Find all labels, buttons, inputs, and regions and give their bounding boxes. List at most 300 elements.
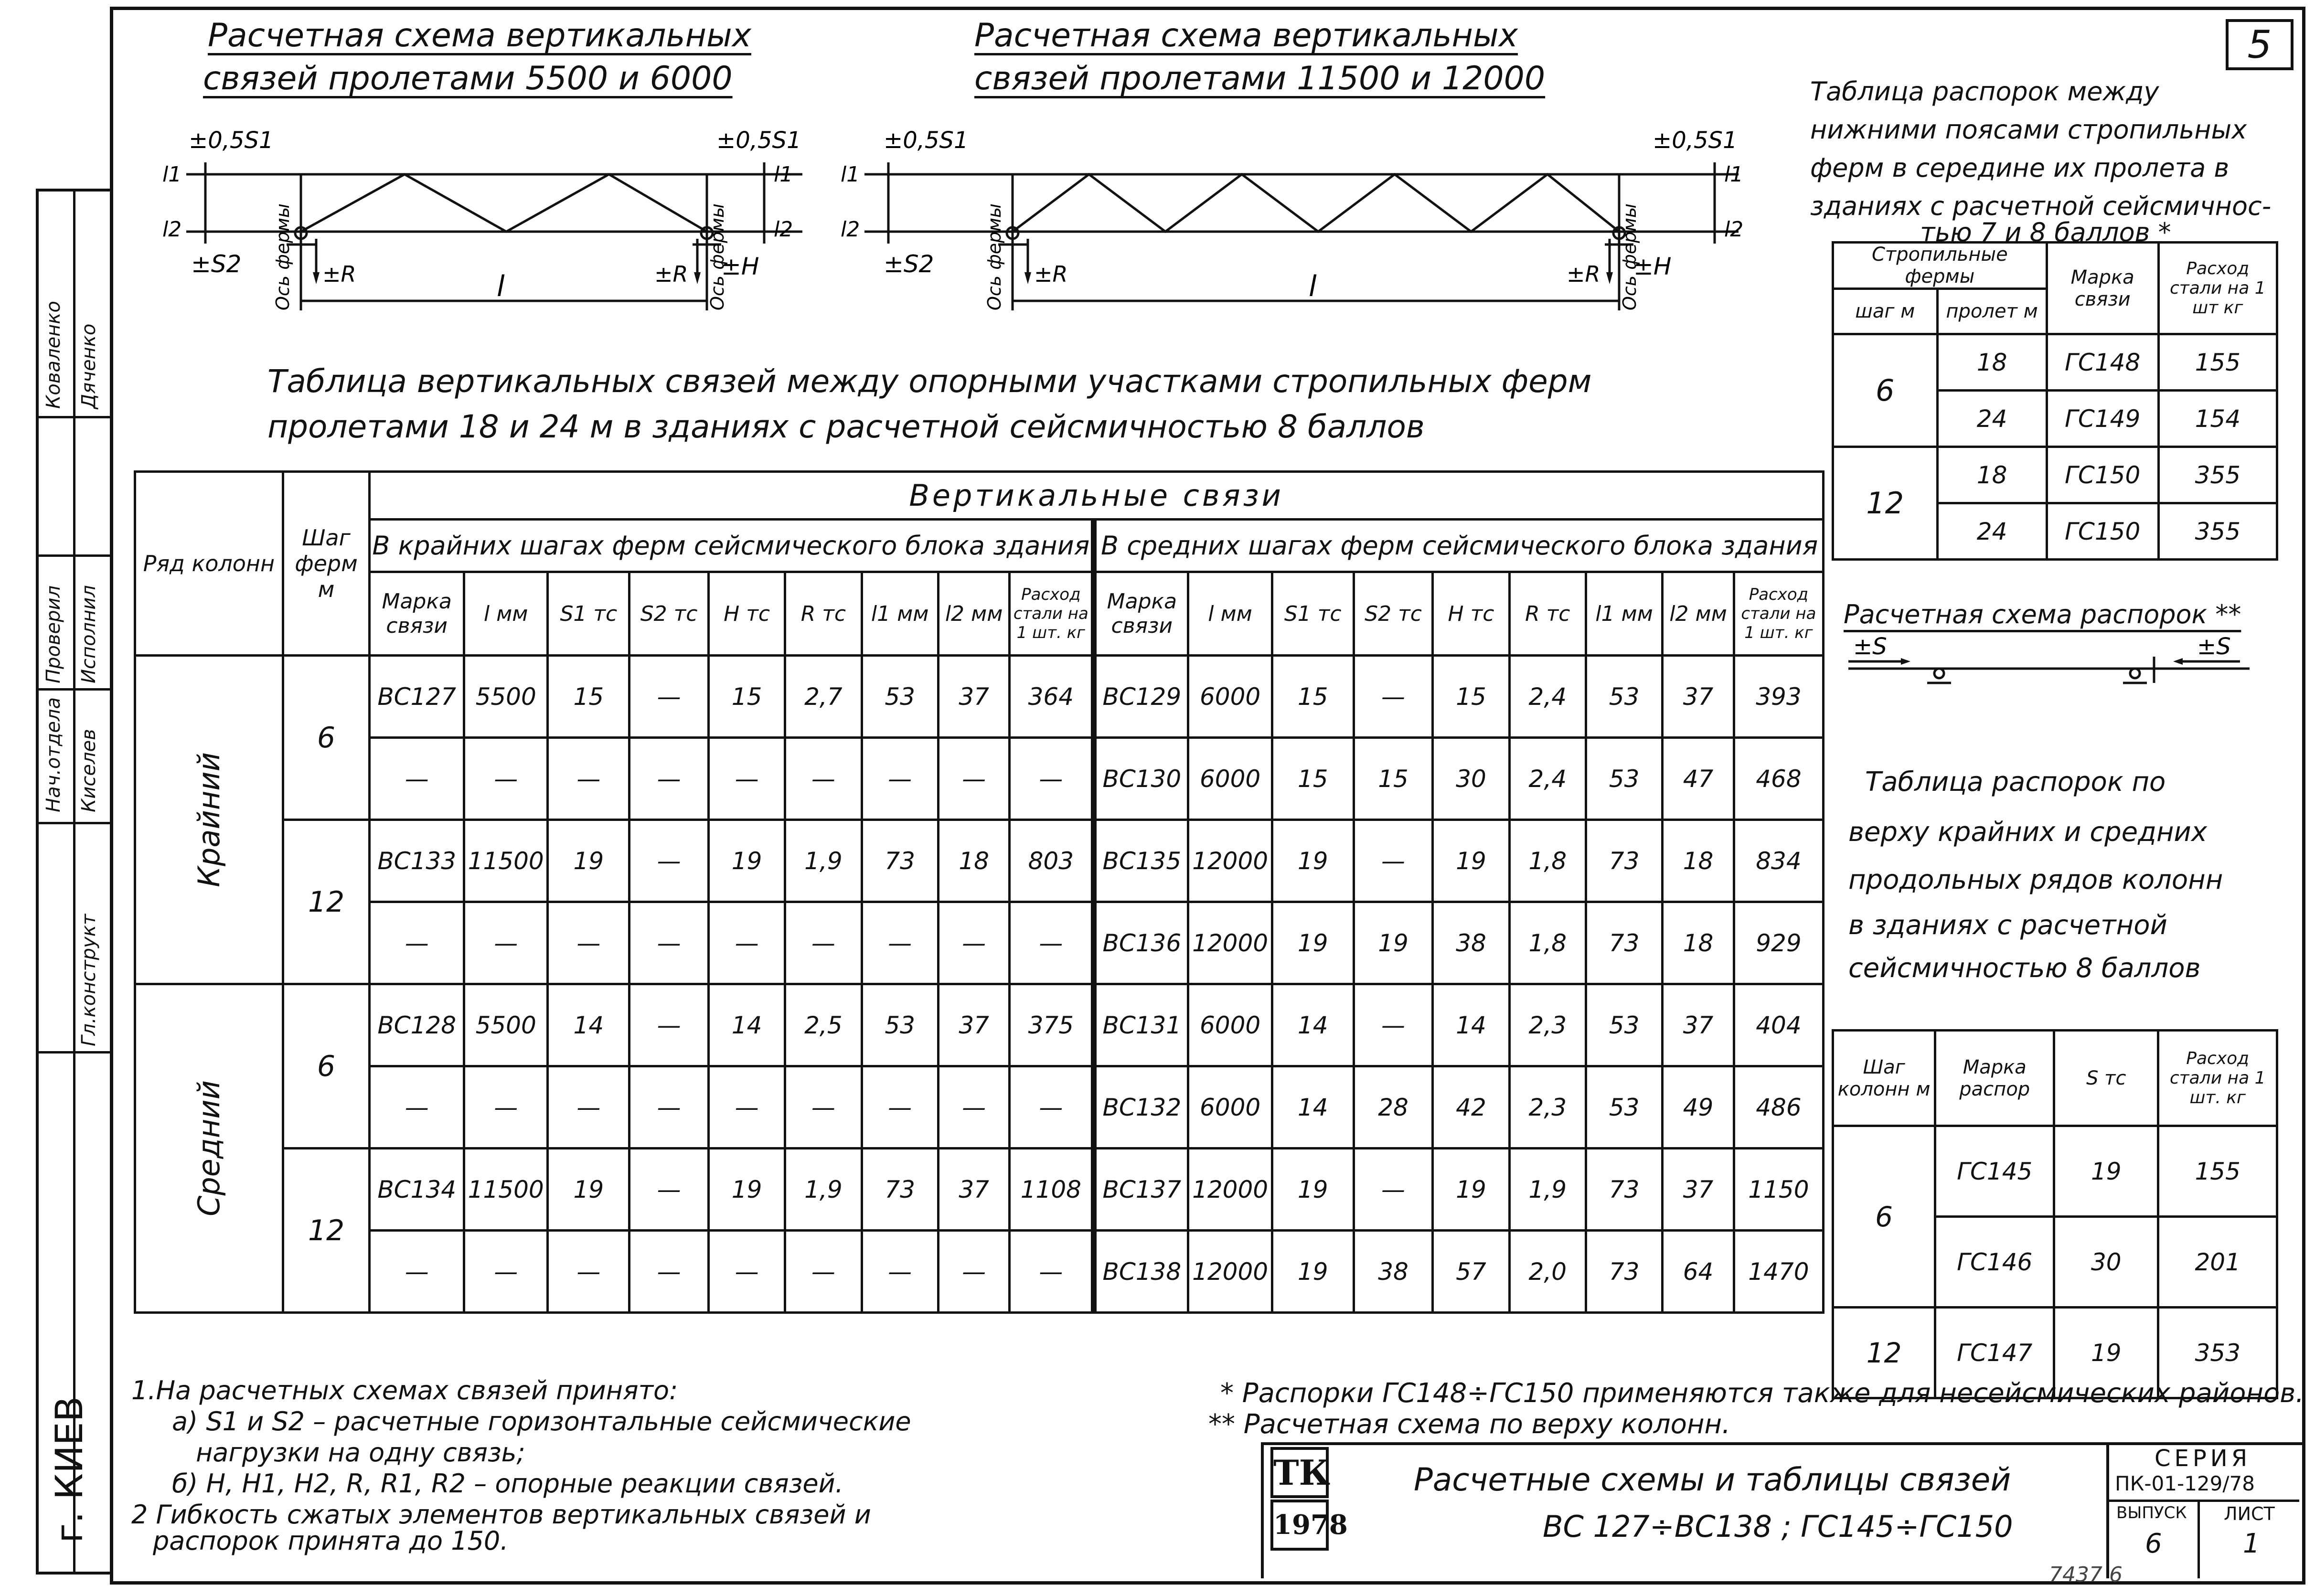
table-cell: 11500 bbox=[464, 1149, 548, 1231]
table-cell: 803 bbox=[1010, 820, 1094, 902]
table3-caption-line3: продольных рядов колонн bbox=[1848, 864, 2223, 895]
scheme1-r-left: ±R bbox=[322, 261, 356, 287]
table-cell: — bbox=[370, 1066, 464, 1149]
table3-header-mass: Расход стали на 1 шт. кг bbox=[2158, 1031, 2277, 1126]
table-cell: ВС130 bbox=[1094, 738, 1188, 820]
scheme1-title-line2: связей пролетами 5500 и 6000 bbox=[203, 60, 733, 97]
table2-header-mark: Марка связи bbox=[2047, 243, 2158, 334]
table-cell: 19 bbox=[1272, 820, 1354, 902]
column-header: S2 тс bbox=[629, 572, 709, 656]
table2-step: 12 bbox=[1833, 447, 1938, 560]
table-cell: — bbox=[708, 1066, 785, 1149]
table-cell: 12000 bbox=[1188, 902, 1272, 984]
table-row bbox=[135, 1149, 1824, 1231]
table-cell: 42 bbox=[1433, 1066, 1509, 1149]
table-cell: 19 bbox=[708, 1149, 785, 1231]
table3-caption-line2: верху крайних и средних bbox=[1848, 817, 2207, 848]
table-cell: — bbox=[938, 1231, 1010, 1313]
table-cell: — bbox=[629, 656, 709, 738]
table-cell: 5500 bbox=[464, 984, 548, 1066]
scheme2-l1-right: l1 bbox=[1724, 162, 1744, 187]
column-header: R тс bbox=[1509, 572, 1586, 656]
scheme2-h: ±H bbox=[1633, 253, 1672, 280]
table-cell: ВС137 bbox=[1094, 1149, 1188, 1231]
column-header: S1 тс bbox=[1272, 572, 1354, 656]
table-row bbox=[135, 656, 1824, 738]
table-cell: 64 bbox=[1663, 1231, 1734, 1313]
table-cell: 6000 bbox=[1188, 656, 1272, 738]
column-header: Марка связи bbox=[370, 572, 464, 656]
table-cell: 1150 bbox=[1734, 1149, 1823, 1231]
table3-cell: ГС147 bbox=[1935, 1308, 2054, 1398]
table2-cell: ГС149 bbox=[2047, 391, 2158, 447]
note-line: 2 Гибкость сжатых элементов вертикальных связей и bbox=[131, 1500, 871, 1530]
table-cell: 73 bbox=[862, 820, 938, 902]
table-cell: 37 bbox=[1663, 656, 1734, 738]
table-cell: 364 bbox=[1010, 656, 1094, 738]
table-cell: — bbox=[1010, 1231, 1094, 1313]
table-cell: ВС136 bbox=[1094, 902, 1188, 984]
column-header: Расход стали на 1 шт. кг bbox=[1734, 572, 1823, 656]
table-cell: — bbox=[1354, 984, 1433, 1066]
table-cell: 15 bbox=[1272, 738, 1354, 820]
table-cell: 393 bbox=[1734, 656, 1823, 738]
side-stamp bbox=[36, 189, 110, 1575]
step-cell: 6 bbox=[283, 984, 370, 1149]
side-stamp-name: Киселев bbox=[78, 729, 100, 812]
table3-cell: ГС146 bbox=[1935, 1217, 2054, 1308]
table2-header-span: пролет м bbox=[1937, 289, 2047, 334]
scheme1-r-right: ±R bbox=[654, 261, 688, 287]
table-cell: — bbox=[938, 738, 1010, 820]
table-cell: 1,9 bbox=[785, 1149, 862, 1231]
table2-row bbox=[1833, 447, 2277, 503]
table3-cell: 30 bbox=[2054, 1217, 2158, 1308]
table2-caption-line2: нижними поясами стропильных bbox=[1810, 115, 2247, 145]
scheme1-h: ±H bbox=[721, 253, 759, 280]
table-cell: — bbox=[464, 1066, 548, 1149]
side-stamp-city: г. КИЕВ bbox=[48, 1396, 91, 1543]
table-cell: 15 bbox=[1272, 656, 1354, 738]
table-cell: — bbox=[1354, 1149, 1433, 1231]
title-line2: ВС 127÷ВС138 ; ГС145÷ГС150 bbox=[1543, 1509, 2013, 1544]
table-cell: 15 bbox=[708, 656, 785, 738]
table-cell: — bbox=[785, 1066, 862, 1149]
note-line: а) S1 и S2 – расчетные горизонтальные сейсмические bbox=[172, 1406, 911, 1436]
side-stamp-role: Исполнил bbox=[78, 585, 100, 683]
table-cell: 53 bbox=[1586, 738, 1662, 820]
year-stamp bbox=[1270, 1500, 1348, 1551]
scheme1-axis-right: Ось фермы bbox=[707, 203, 728, 310]
table-cell: — bbox=[862, 1231, 938, 1313]
table-row bbox=[135, 1231, 1824, 1313]
table-cell: 49 bbox=[1663, 1066, 1734, 1149]
strut-s-left: ±S bbox=[1853, 635, 1887, 660]
table3-cell: 155 bbox=[2158, 1126, 2277, 1217]
table-cell: 2,4 bbox=[1509, 738, 1586, 820]
table2-header-step: шаг м bbox=[1833, 289, 1938, 334]
table-cell: — bbox=[370, 902, 464, 984]
table-cell: 73 bbox=[1586, 902, 1662, 984]
table-cell: — bbox=[785, 1231, 862, 1313]
table2-header-trusses: Стропильные фермы bbox=[1833, 243, 2047, 289]
row-group-name: Средний bbox=[191, 1080, 226, 1216]
series-value: ПК-01-129/78 bbox=[2115, 1472, 2255, 1495]
table2 bbox=[1832, 241, 2278, 561]
table-cell: — bbox=[785, 738, 862, 820]
table-cell: 57 bbox=[1433, 1231, 1509, 1313]
table-cell: — bbox=[464, 902, 548, 984]
table-cell: — bbox=[548, 738, 629, 820]
column-header: H тс bbox=[708, 572, 785, 656]
year-label: 1978 bbox=[1273, 1509, 1348, 1541]
table3-caption-line1: Таблица распорок по bbox=[1865, 766, 2166, 798]
step-cell: 12 bbox=[283, 820, 370, 984]
table-cell: 19 bbox=[708, 820, 785, 902]
table-cell: — bbox=[464, 1231, 548, 1313]
table-cell: 53 bbox=[1586, 984, 1662, 1066]
column-header: S2 тс bbox=[1354, 572, 1433, 656]
table2-caption-line5: тью 7 и 8 баллов * bbox=[1920, 217, 2171, 247]
scheme1-title-line1: Расчетная схема вертикальных bbox=[208, 17, 751, 54]
scheme2-l2-left: l2 bbox=[841, 217, 860, 242]
scheme2-l: l bbox=[1309, 270, 1317, 303]
header-step: Шаг ферм м bbox=[283, 472, 370, 656]
table2-caption-line4: зданиях с расчетной сейсмичнос- bbox=[1810, 191, 2272, 221]
table-cell: 28 bbox=[1354, 1066, 1433, 1149]
table2-cell: ГС150 bbox=[2047, 503, 2158, 560]
table-cell: 15 bbox=[1433, 656, 1509, 738]
table3-step: 6 bbox=[1833, 1126, 1935, 1308]
table-cell: — bbox=[464, 738, 548, 820]
table-cell: 19 bbox=[1272, 902, 1354, 984]
table-cell: — bbox=[629, 1066, 709, 1149]
row-group-label bbox=[135, 656, 283, 984]
title-block-divider bbox=[1261, 1442, 1264, 1578]
tk-label: ТК bbox=[1273, 1452, 1331, 1493]
note-line: 1.На расчетных схемах связей принято: bbox=[131, 1375, 678, 1405]
scheme1-diagram bbox=[143, 119, 812, 320]
table-cell: 19 bbox=[1354, 902, 1433, 984]
table3-header-mark: Марка распор bbox=[1935, 1031, 2054, 1126]
table-cell: — bbox=[1010, 738, 1094, 820]
table-cell: — bbox=[1010, 902, 1094, 984]
table-cell: — bbox=[548, 1066, 629, 1149]
table-cell: 6000 bbox=[1188, 1066, 1272, 1149]
table-cell: — bbox=[629, 738, 709, 820]
side-stamp-name: Коваленко bbox=[43, 301, 64, 409]
scheme2-title-line1: Расчетная схема вертикальных bbox=[974, 17, 1518, 54]
table-cell: 14 bbox=[1433, 984, 1509, 1066]
table2-cell: 18 bbox=[1937, 334, 2047, 391]
table-cell: 19 bbox=[1433, 820, 1509, 902]
table-cell: — bbox=[1010, 1066, 1094, 1149]
table-row bbox=[135, 984, 1824, 1066]
table-cell: 37 bbox=[938, 984, 1010, 1066]
table-cell: 37 bbox=[938, 656, 1010, 738]
table-cell: 2,3 bbox=[1509, 1066, 1586, 1149]
header-right: В средних шагах ферм сейсмического блока здания bbox=[1094, 520, 1823, 572]
table-cell: 53 bbox=[1586, 1066, 1662, 1149]
title-line1: Расчетные схемы и таблицы связей bbox=[1414, 1461, 2011, 1498]
table-cell: 5500 bbox=[464, 656, 548, 738]
table-cell: ВС134 bbox=[370, 1149, 464, 1231]
row-group-label bbox=[135, 984, 283, 1313]
issue-value: 6 bbox=[2145, 1528, 2162, 1559]
table-cell: 19 bbox=[1272, 1231, 1354, 1313]
table-cell: 37 bbox=[1663, 984, 1734, 1066]
note-line: нагрузки на одну связь; bbox=[196, 1437, 525, 1468]
table3 bbox=[1832, 1029, 2278, 1399]
scheme1-s2: ±S2 bbox=[191, 250, 242, 278]
header-group: Вертикальные связи bbox=[370, 472, 1824, 520]
table-row bbox=[135, 738, 1824, 820]
column-header: l1 мм bbox=[1586, 572, 1662, 656]
table-row bbox=[135, 902, 1824, 984]
table-cell: 6000 bbox=[1188, 984, 1272, 1066]
issue-label: ВЫПУСК bbox=[2116, 1503, 2187, 1522]
table-cell: — bbox=[629, 820, 709, 902]
table-cell: 2,0 bbox=[1509, 1231, 1586, 1313]
table3-caption-line5: сейсмичностью 8 баллов bbox=[1848, 953, 2201, 984]
table-cell: 2,4 bbox=[1509, 656, 1586, 738]
series-block bbox=[2106, 1442, 2299, 1578]
table-cell: 73 bbox=[1586, 1231, 1662, 1313]
sheet-value: 1 bbox=[2243, 1528, 2260, 1559]
table3-row bbox=[1833, 1126, 2277, 1217]
table-cell: 11500 bbox=[464, 820, 548, 902]
table-cell: — bbox=[548, 902, 629, 984]
scheme1-l2-left: l2 bbox=[162, 217, 182, 242]
column-header: l мм bbox=[1188, 572, 1272, 656]
table3-header-s: S тс bbox=[2054, 1031, 2158, 1126]
table3-cell: 353 bbox=[2158, 1308, 2277, 1398]
main-table-caption-line2: пролетами 18 и 24 м в зданиях с расчетной сейсмичностью 8 баллов bbox=[267, 408, 1425, 445]
scheme1-axis-left: Ось фермы bbox=[272, 203, 293, 310]
table-cell: 19 bbox=[548, 1149, 629, 1231]
table2-cell: ГС150 bbox=[2047, 447, 2158, 503]
table2-cell: 155 bbox=[2158, 334, 2277, 391]
table-cell: — bbox=[1354, 820, 1433, 902]
table-cell: — bbox=[938, 902, 1010, 984]
scheme2-axis-right: Ось фермы bbox=[1619, 203, 1640, 310]
note-line: распорок принята до 150. bbox=[153, 1526, 509, 1556]
table-cell: 38 bbox=[1433, 902, 1509, 984]
table-cell: 1,9 bbox=[785, 820, 862, 902]
table-cell: 73 bbox=[1586, 1149, 1662, 1231]
side-stamp-role: Нач.отдела bbox=[43, 697, 64, 812]
table-cell: 15 bbox=[1354, 738, 1433, 820]
table-cell: 404 bbox=[1734, 984, 1823, 1066]
table-cell: ВС135 bbox=[1094, 820, 1188, 902]
table-cell: 19 bbox=[1272, 1149, 1354, 1231]
table-cell: — bbox=[708, 902, 785, 984]
table-cell: 47 bbox=[1663, 738, 1734, 820]
table-cell: 2,5 bbox=[785, 984, 862, 1066]
table3-cell: ГС145 bbox=[1935, 1126, 2054, 1217]
table-cell: ВС127 bbox=[370, 656, 464, 738]
table-cell: 2,7 bbox=[785, 656, 862, 738]
scheme2-l2-right: l2 bbox=[1724, 217, 1744, 242]
table-cell: ВС129 bbox=[1094, 656, 1188, 738]
row-group-name: Крайний bbox=[191, 752, 226, 887]
table-cell: 53 bbox=[1586, 656, 1662, 738]
table-cell: — bbox=[629, 1149, 709, 1231]
table-cell: — bbox=[629, 902, 709, 984]
table2-header-mass: Расход стали на 1 шт кг bbox=[2158, 243, 2277, 334]
scheme2-r-right: ±R bbox=[1567, 261, 1600, 287]
column-header: Марка связи bbox=[1094, 572, 1188, 656]
scheme2-s1-left: ±0,5S1 bbox=[884, 127, 969, 154]
table-cell: 375 bbox=[1010, 984, 1094, 1066]
table2-cell: ГС148 bbox=[2047, 334, 2158, 391]
column-header: l2 мм bbox=[938, 572, 1010, 656]
column-header: Расход стали на 1 шт. кг bbox=[1010, 572, 1094, 656]
table-cell: 15 bbox=[548, 656, 629, 738]
table-cell: 6000 bbox=[1188, 738, 1272, 820]
scheme2-s1-right: ±0,5S1 bbox=[1653, 127, 1738, 154]
strut-scheme-diagram bbox=[1848, 635, 2278, 702]
table-cell: — bbox=[1354, 656, 1433, 738]
side-stamp-name: Дяченко bbox=[78, 323, 100, 409]
table2-cell: 154 bbox=[2158, 391, 2277, 447]
side-stamp-role: Проверил bbox=[43, 585, 64, 683]
main-table-caption-line1: Таблица вертикальных связей между опорными участками стропильных ферм bbox=[267, 363, 1592, 400]
table-cell: 14 bbox=[548, 984, 629, 1066]
table-cell: 14 bbox=[1272, 984, 1354, 1066]
table-cell: 1470 bbox=[1734, 1231, 1823, 1313]
scheme1-s1-left: ±0,5S1 bbox=[189, 127, 274, 154]
table3-cell: 19 bbox=[2054, 1308, 2158, 1398]
scheme1-l1-left: l1 bbox=[162, 162, 182, 187]
table2-caption-line3: ферм в середине их пролета в bbox=[1810, 153, 2230, 183]
table-cell: — bbox=[785, 902, 862, 984]
table-cell: 19 bbox=[548, 820, 629, 902]
table2-cell: 24 bbox=[1937, 503, 2047, 560]
table3-header-step: Шаг колонн м bbox=[1833, 1031, 1935, 1126]
table-cell: 18 bbox=[938, 820, 1010, 902]
table-cell: 2,3 bbox=[1509, 984, 1586, 1066]
table-cell: 12000 bbox=[1188, 820, 1272, 902]
step-cell: 6 bbox=[283, 656, 370, 820]
scheme1-l1-right: l1 bbox=[774, 162, 793, 187]
table-cell: 14 bbox=[1272, 1066, 1354, 1149]
column-header: l1 мм bbox=[862, 572, 938, 656]
table-cell: ВС132 bbox=[1094, 1066, 1188, 1149]
column-header: S1 тс bbox=[548, 572, 629, 656]
table-cell: 468 bbox=[1734, 738, 1823, 820]
table-row bbox=[135, 1066, 1824, 1149]
table-cell: 486 bbox=[1734, 1066, 1823, 1149]
main-table bbox=[134, 470, 1824, 1314]
table-cell: — bbox=[370, 1231, 464, 1313]
table-cell: — bbox=[708, 1231, 785, 1313]
table-cell: 37 bbox=[938, 1149, 1010, 1231]
column-header: R тс bbox=[785, 572, 862, 656]
table-cell: ВС138 bbox=[1094, 1231, 1188, 1313]
sheet-number-box bbox=[2226, 19, 2294, 70]
scheme1-l: l bbox=[497, 270, 505, 303]
scheme2-r-left: ±R bbox=[1034, 261, 1068, 287]
table-cell: — bbox=[862, 738, 938, 820]
scheme1-l2-right: l2 bbox=[774, 217, 793, 242]
header-left: В крайних шагах ферм сейсмического блока здания bbox=[370, 520, 1094, 572]
series-label: СЕРИЯ bbox=[2155, 1445, 2251, 1472]
table-cell: — bbox=[862, 1066, 938, 1149]
bottom-mark: 7437 6 bbox=[2049, 1563, 2123, 1587]
table2-caption-line1: Таблица распорок между bbox=[1810, 76, 2159, 106]
table-cell: 53 bbox=[862, 984, 938, 1066]
table-cell: ВС128 bbox=[370, 984, 464, 1066]
footnote-2: ** Расчетная схема по верху колонн. bbox=[1208, 1409, 1730, 1440]
scheme2-s2: ±S2 bbox=[884, 250, 934, 278]
strut-scheme-title: Расчетная схема распорок ** bbox=[1844, 599, 2241, 629]
table3-caption-line4: в зданиях с расчетной bbox=[1848, 910, 2167, 941]
table-cell: 1,8 bbox=[1509, 902, 1586, 984]
table-cell: 18 bbox=[1663, 902, 1734, 984]
table3-step: 12 bbox=[1833, 1308, 1935, 1398]
table-cell: 19 bbox=[1433, 1149, 1509, 1231]
step-cell: 12 bbox=[283, 1149, 370, 1313]
scheme2-l1-left: l1 bbox=[841, 162, 860, 187]
table-cell: 38 bbox=[1354, 1231, 1433, 1313]
note-line: б) H, H1, H2, R, R1, R2 – опорные реакции связей. bbox=[172, 1468, 843, 1499]
strut-s-right: ±S bbox=[2197, 635, 2231, 660]
table-cell: 30 bbox=[1433, 738, 1509, 820]
table-cell: 37 bbox=[1663, 1149, 1734, 1231]
table-cell: 834 bbox=[1734, 820, 1823, 902]
side-stamp-role: Гл.конструкт bbox=[78, 914, 100, 1046]
table-cell: 12000 bbox=[1188, 1231, 1272, 1313]
sheet-number: 5 bbox=[2247, 22, 2272, 67]
table2-cell: 355 bbox=[2158, 503, 2277, 560]
table-cell: 1108 bbox=[1010, 1149, 1094, 1231]
table-cell: 1,9 bbox=[1509, 1149, 1586, 1231]
table2-cell: 18 bbox=[1937, 447, 2047, 503]
table3-cell: 201 bbox=[2158, 1217, 2277, 1308]
table-row bbox=[135, 820, 1824, 902]
table-cell: 1,8 bbox=[1509, 820, 1586, 902]
table2-row bbox=[1833, 334, 2277, 391]
table-cell: — bbox=[370, 738, 464, 820]
scheme1-s1-right: ±0,5S1 bbox=[716, 127, 801, 154]
table-cell: 12000 bbox=[1188, 1149, 1272, 1231]
table-cell: 929 bbox=[1734, 902, 1823, 984]
column-header: H тс bbox=[1433, 572, 1509, 656]
table-cell: — bbox=[938, 1066, 1010, 1149]
table-cell: 53 bbox=[862, 656, 938, 738]
table-cell: ВС131 bbox=[1094, 984, 1188, 1066]
table2-cell: 355 bbox=[2158, 447, 2277, 503]
scheme2-title-line2: связей пролетами 11500 и 12000 bbox=[974, 60, 1546, 97]
table3-cell: 19 bbox=[2054, 1126, 2158, 1217]
footnote-1: * Распорки ГС148÷ГС150 применяются также для несейсмических районов. bbox=[1220, 1378, 2304, 1409]
table2-step: 6 bbox=[1833, 334, 1938, 447]
scheme2-diagram bbox=[831, 119, 1786, 320]
header-row: Ряд колонн bbox=[135, 472, 283, 656]
table-cell: 14 bbox=[708, 984, 785, 1066]
scheme2-axis-left: Ось фермы bbox=[984, 203, 1005, 310]
table-cell: — bbox=[862, 902, 938, 984]
table-cell: 73 bbox=[862, 1149, 938, 1231]
table-cell: — bbox=[548, 1231, 629, 1313]
table2-cell: 24 bbox=[1937, 391, 2047, 447]
table-cell: 73 bbox=[1586, 820, 1662, 902]
sheet-label: ЛИСТ bbox=[2224, 1503, 2275, 1524]
table-cell: — bbox=[708, 738, 785, 820]
column-header: l мм bbox=[464, 572, 548, 656]
table-cell: 18 bbox=[1663, 820, 1734, 902]
